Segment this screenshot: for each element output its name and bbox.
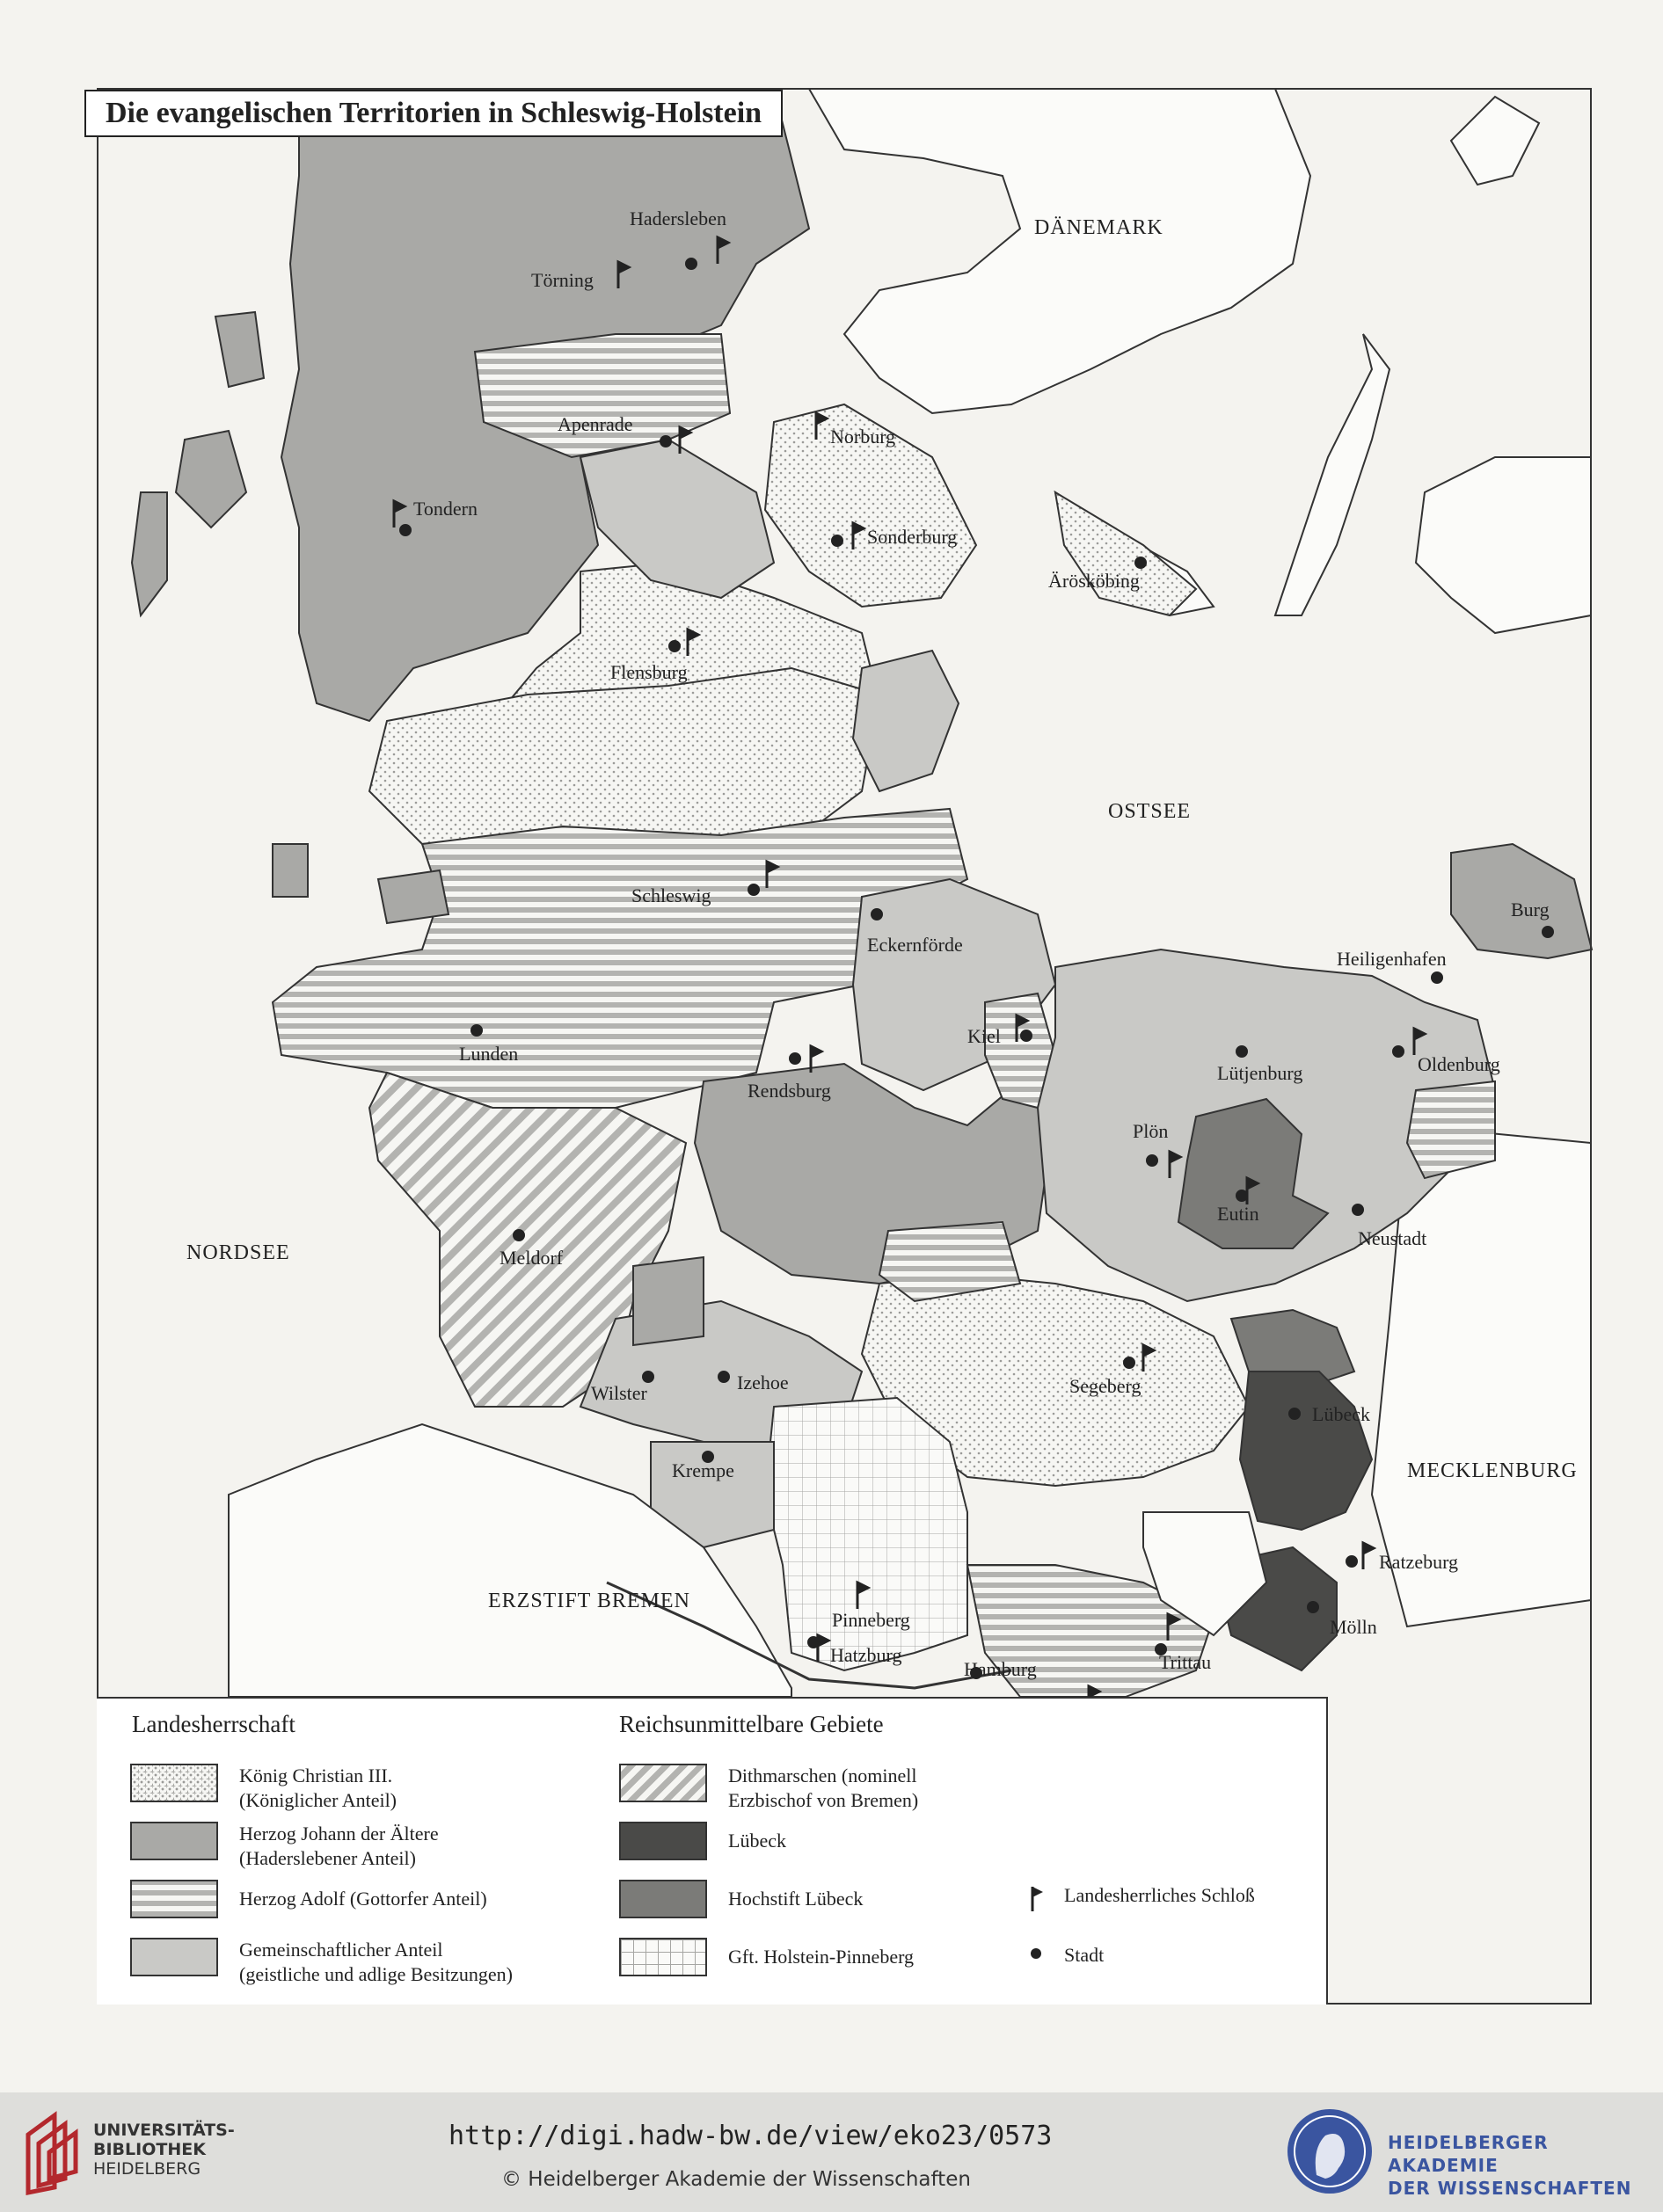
town-dot (1432, 972, 1442, 983)
town-dot (1124, 1357, 1134, 1368)
castle-flag-icon (680, 427, 690, 454)
swatch-diagonal-stripes (619, 1764, 707, 1802)
town-dot (1289, 1408, 1300, 1419)
castle-flag-icon (1170, 1152, 1180, 1178)
swatch-horizontal-stripes (130, 1880, 218, 1918)
castle-flag-icon (767, 862, 777, 888)
place-label-norburg: Norburg (830, 426, 896, 447)
place-label-hamburg: Hamburg (964, 1658, 1037, 1680)
place-label-meldorf: Meldorf (500, 1247, 564, 1269)
castle-flag-icon (1247, 1178, 1258, 1204)
castle-flag-icon (1168, 1614, 1178, 1641)
hadw-logo-text: HEIDELBERGER AKADEMIE DER WISSENSCHAFTEN (1388, 2132, 1632, 2199)
castle-flag-icon (816, 413, 827, 440)
castle-flag-icon (1414, 1029, 1425, 1055)
legend-item-dithmarschen: Dithmarschen (nominell Erzbischof von Bremen) (619, 1764, 918, 1813)
legend (97, 1697, 1328, 2005)
town-dot (1346, 1556, 1357, 1567)
region-label-erzstift-bremen: ERZSTIFT BREMEN (488, 1590, 690, 1612)
place-label-hatzburg: Hatzburg (830, 1644, 902, 1666)
place-label-rendsburg: Rendsburg (748, 1080, 831, 1102)
castle-flag-icon (718, 237, 728, 264)
town-dot (832, 535, 842, 546)
swatch-darker-gray (619, 1880, 707, 1918)
legend-item-koenig: König Christian III. (Königlicher Anteil) (130, 1764, 397, 1813)
place-label-eutin: Eutin (1217, 1203, 1259, 1225)
town-dot (400, 525, 411, 535)
town-dot (1021, 1030, 1032, 1041)
legend-item-johann: Herzog Johann der Ältere (Haderslebener Anteil) (130, 1822, 439, 1871)
town-dot (790, 1053, 800, 1064)
place-label-pinneberg: Pinneberg (832, 1609, 910, 1631)
place-label-krempe: Krempe (672, 1459, 734, 1481)
legend-heading-landesherrschaft: Landesherrschaft (132, 1711, 295, 1737)
place-label-burg: Burg (1511, 899, 1550, 920)
place-label-oldenburg: Oldenburg (1418, 1053, 1500, 1075)
town-dot (514, 1230, 524, 1241)
place-label-hadersleben: Hadersleben (630, 207, 726, 229)
town-dot (1147, 1155, 1157, 1166)
town-dot (643, 1372, 653, 1382)
place-label-tondern: Tondern (413, 498, 478, 520)
ub-heidelberg-logo-text: UNIVERSITÄTS- BIBLIOTHEK HEIDELBERG (93, 2121, 235, 2179)
place-label-sonderburg: Sonderburg (867, 526, 958, 548)
swatch-dots (130, 1764, 218, 1802)
town-dot (660, 436, 671, 447)
town-dot (1308, 1602, 1318, 1612)
town-dot (669, 641, 680, 651)
legend-symbol-town: Stadt (1029, 1943, 1104, 1968)
town-dot (471, 1025, 482, 1036)
place-label-ratzeburg: Ratzeburg (1379, 1551, 1459, 1573)
castle-flag-icon (688, 629, 698, 656)
footer-copyright: © Heidelberger Akademie der Wissenschaften (501, 2168, 971, 2191)
town-dot (1236, 1190, 1247, 1201)
place-label-heiligenhafen: Heiligenhafen (1337, 948, 1447, 970)
region-label-nordsee: NORDSEE (186, 1241, 290, 1264)
legend-symbol-castle: Landesherrliches Schloß (1029, 1883, 1255, 1913)
town-dot (1236, 1046, 1247, 1057)
ub-heidelberg-logo-icon (19, 2108, 86, 2196)
town-dot (1353, 1204, 1363, 1215)
legend-item-gemeinschaft: Gemeinschaftlicher Anteil (geistliche und adlige Besitzungen) (130, 1938, 513, 1987)
swatch-light-gray (130, 1938, 218, 1976)
legend-heading-reichsunmittelbar: Reichsunmittelbare Gebiete (619, 1711, 884, 1737)
castle-flag-icon (853, 523, 864, 549)
legend-item-hochstift: Hochstift Lübeck (619, 1880, 863, 1918)
swatch-grid (619, 1938, 707, 1976)
dot-icon (1029, 1943, 1050, 1968)
place-label-toerning: Törning (531, 269, 594, 291)
town-dot (686, 258, 697, 269)
place-label-wilster: Wilster (591, 1382, 647, 1404)
place-label-apenrade: Apenrade (558, 413, 633, 435)
region-label-daenemark: DÄNEMARK (1034, 216, 1163, 239)
place-label-izehoe: Izehoe (737, 1372, 789, 1393)
region-label-mecklenburg: MECKLENBURG (1407, 1459, 1578, 1482)
swatch-dark-gray (619, 1822, 707, 1860)
hadw-seal-icon (1286, 2105, 1374, 2198)
flag-icon (1029, 1883, 1050, 1913)
castle-flag-icon (811, 1046, 821, 1073)
legend-item-adolf: Herzog Adolf (Gottorfer Anteil) (130, 1880, 487, 1918)
place-label-lunden: Lunden (459, 1043, 519, 1065)
town-dot (718, 1372, 729, 1382)
castle-flag-icon (1363, 1543, 1374, 1569)
place-label-trittau: Trittau (1159, 1651, 1212, 1673)
place-label-kiel: Kiel (967, 1025, 1001, 1047)
place-label-luebeck: Lübeck (1312, 1403, 1370, 1425)
town-dot (748, 884, 759, 895)
place-label-flensburg: Flensburg (610, 661, 688, 683)
place-label-ploen: Plön (1133, 1120, 1169, 1142)
castle-flag-icon (618, 262, 629, 288)
castle-flag-icon (1143, 1345, 1154, 1372)
town-dot (1393, 1046, 1404, 1057)
legend-item-pinneberg: Gft. Holstein-Pinneberg (619, 1938, 914, 1976)
place-label-aeroeskoebing: Ärösköbing (1048, 570, 1140, 592)
town-dot (1543, 927, 1553, 937)
place-label-luetjenburg: Lütjenburg (1217, 1062, 1303, 1084)
map-title: Die evangelischen Territorien in Schleswig-Holstein (84, 90, 783, 137)
swatch-mid-gray (130, 1822, 218, 1860)
castle-flag-icon (394, 501, 405, 528)
place-label-schleswig: Schleswig (631, 884, 711, 906)
footer-url-link[interactable]: http://digi.hadw-bw.de/view/eko23/0573 (449, 2121, 1053, 2151)
place-label-neustadt: Neustadt (1358, 1227, 1427, 1249)
castle-flag-icon (818, 1635, 828, 1662)
place-label-moelln: Mölln (1330, 1616, 1377, 1638)
town-dot (1135, 557, 1146, 568)
region-label-ostsee: OSTSEE (1108, 800, 1192, 823)
place-label-segeberg: Segeberg (1069, 1375, 1141, 1397)
town-dot (872, 909, 882, 920)
castle-flag-icon (857, 1583, 868, 1609)
legend-item-luebeck: Lübeck (619, 1822, 786, 1860)
place-label-eckernfoerde: Eckernförde (867, 934, 963, 956)
